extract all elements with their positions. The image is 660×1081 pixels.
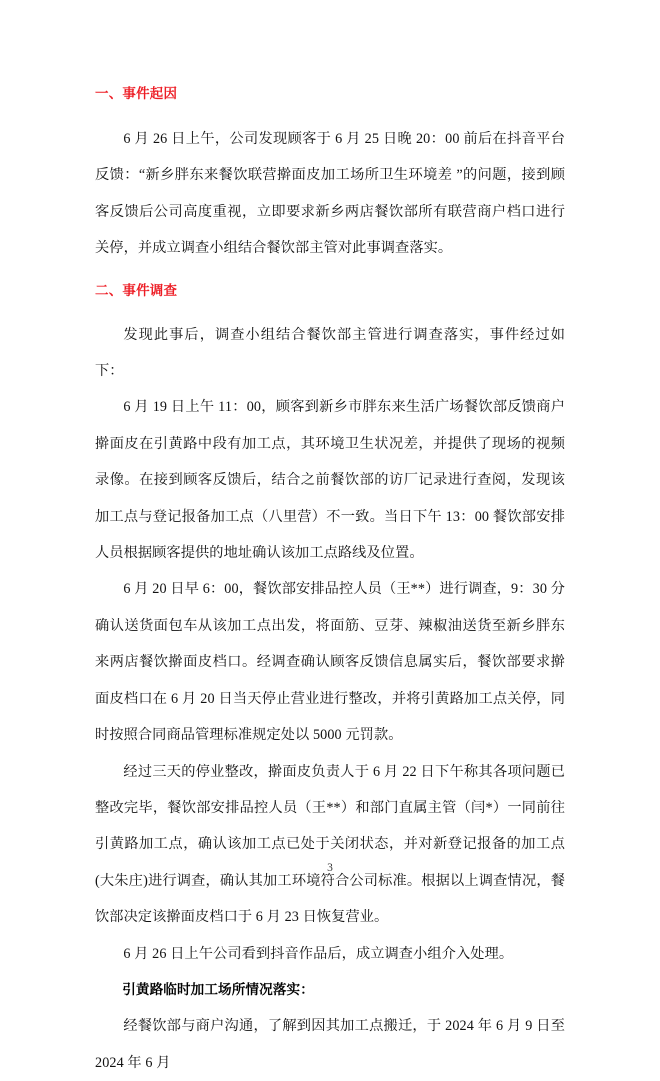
paragraph-investigation-3: 6 月 20 日早 6：00，餐饮部安排品控人员（王**）进行调查，9：30 分确认送货面包车从该加工点出发，将面筋、豆芽、辣椒油送货至新乡胖东来两店餐饮擀面皮档口。经调查确认顾客反馈信息属实后，餐饮部要求擀面皮档口在 6 月 20 日当天停止营业进行整改，并将引黄路加工点关停，同时按照合同商品管理标准规定处以 5000 元罚款。	[95, 581, 565, 744]
page-number: 3	[327, 862, 333, 874]
paragraph-investigation-4: 经过三天的停业整改，擀面皮负责人于 6 月 22 日下午称其各项问题已整改完毕，餐饮部安排品控人员（王**）和部门直属主管（闫*）一同前往引黄路加工点，确认该加工点已处于关闭状态，并对新登记报备的加工点(大朱庄)进行调查，确认其加工环境符合公司标准。根据以上调查情况，餐饮部决定该擀面皮档口于 6 月 23 日恢复营业。	[95, 763, 565, 926]
spacer	[95, 267, 565, 281]
paragraph-investigation-2: 6 月 19 日上午 11：00，顾客到新乡市胖东来生活广场餐饮部反馈商户擀面皮在引黄路中段有加工点，其环境卫生状况差，并提供了现场的视频录像。在接到顾客反馈后，结合之前餐饮部的访厂记录进行查阅，发现该加工点与登记报备加工点（八里营）不一致。当日下午 13：00 餐饮部安排人员根据顾客提供的地址确认该加工点路线及位置。	[95, 399, 565, 562]
paragraph-investigation-5: 6 月 26 日上午公司看到抖音作品后，成立调查小组介入处理。	[123, 945, 514, 962]
section-heading-event-cause: 一、事件起因	[95, 86, 178, 101]
sub-heading-yinhuang-road-site: 引黄路临时加工场所情况落实：	[122, 981, 314, 997]
paragraph-investigation-1: 发现此事后，调查小组结合餐饮部主管进行调查落实，事件经过如下：	[95, 326, 565, 380]
paragraph-event-cause-1: 6 月 26 日上午，公司发现顾客于 6 月 25 日晚 20：00 前后在抖音平台反馈：“新乡胖东来餐饮联营擀面皮加工场所卫生环境差 ”的问题，接到顾客反馈后公司高度重视，立即要求新乡两店餐饮部所有联营商户档口进行关停，并成立调查小组结合餐饮部主管对此事调查落实。	[95, 131, 565, 257]
paragraph-yinhuang-road-site-1: 经餐饮部与商户沟通，了解到因其加工点搬迁，于 2024 年 6 月 9 日至 2024 年 6 月	[95, 1018, 565, 1071]
section-heading-event-investigation: 二、事件调查	[95, 282, 178, 298]
document-body	[95, 84, 565, 1081]
